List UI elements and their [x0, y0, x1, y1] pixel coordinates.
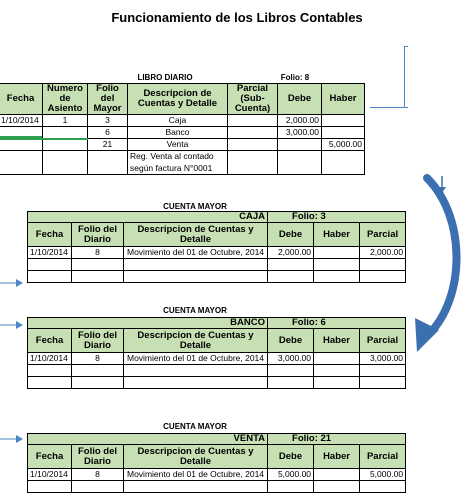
- col-parcial: Parcial: [360, 329, 406, 353]
- cell-folio: 6: [88, 127, 128, 139]
- cell-debe: 2,000.00: [278, 115, 322, 127]
- col-folio-diario: Folio del Diario: [72, 223, 124, 247]
- cell-fecha: [0, 139, 43, 151]
- table-row: [28, 469, 406, 481]
- cell-debe: [278, 139, 322, 151]
- cell-haber: [322, 151, 365, 163]
- flow-arrow: [395, 168, 474, 358]
- table-row: [0, 151, 365, 163]
- cell-asiento: [43, 163, 88, 175]
- cell-folio: 3: [88, 115, 128, 127]
- account-folio: Folio: 3: [268, 212, 406, 223]
- cell-haber: [322, 163, 365, 175]
- account-folio: Folio: 21: [268, 434, 406, 445]
- col-descripcion: Descripcion de Cuentas y Detalle: [124, 445, 268, 469]
- libro-diario-caption: LIBRO DIARIO: [137, 73, 193, 82]
- account-name: VENTA: [28, 434, 268, 445]
- cell-debe: [278, 163, 322, 175]
- table-row: [28, 247, 406, 259]
- col-folio-mayor: Folio del Mayor: [88, 84, 128, 115]
- cell-folio: [88, 163, 128, 175]
- cell-parcial: 5,000.00: [360, 469, 406, 481]
- cell-parcial: 3,000.00: [360, 353, 406, 365]
- cell-folio: 8: [72, 353, 124, 365]
- mayor-banco-table: [27, 317, 406, 389]
- libro-diario-folio: Folio: 8: [280, 73, 310, 82]
- cell-asiento: [43, 139, 88, 151]
- col-descripcion: Descripcion de Cuentas y Detalle: [124, 223, 268, 247]
- libro-diario-table: [0, 83, 365, 175]
- cell-fecha: 1/10/2014: [0, 115, 43, 127]
- cell-parcial: [228, 151, 278, 163]
- cell-parcial: [228, 127, 278, 139]
- col-haber: Haber: [314, 223, 360, 247]
- table-row: [28, 377, 406, 389]
- cell-debe: [278, 151, 322, 163]
- cell-debe: 2,000.00: [268, 247, 314, 259]
- cell-fecha: 1/10/2014: [28, 353, 72, 365]
- cell-folio: 21: [88, 139, 128, 151]
- table-row: [0, 163, 365, 175]
- cell-debe: 5,000.00: [268, 469, 314, 481]
- cell-descripcion: Movimiento del 01 de Octubre, 2014: [124, 353, 268, 365]
- account-folio: Folio: 6: [268, 318, 406, 329]
- table-row: [28, 259, 406, 271]
- small-arrow-icon: [436, 176, 448, 194]
- cell-folio: 8: [72, 247, 124, 259]
- connector-line: [370, 107, 405, 108]
- cell-haber: [322, 115, 365, 127]
- table-row: [0, 127, 365, 139]
- cell-parcial: [228, 115, 278, 127]
- cell-debe: 3,000.00: [278, 127, 322, 139]
- cell-parcial: [228, 163, 278, 175]
- cell-haber: [322, 127, 365, 139]
- col-parcial: Parcial (Sub-Cuenta): [228, 84, 278, 115]
- cell-descripcion: Venta: [128, 139, 228, 151]
- connector-bracket: [404, 46, 408, 108]
- cell-descripcion: Movimiento del 01 de Octubre, 2014: [124, 469, 268, 481]
- table-row: [28, 481, 406, 493]
- table-row: [0, 139, 365, 151]
- cell-debe: 3,000.00: [268, 353, 314, 365]
- cell-folio: 8: [72, 469, 124, 481]
- cell-descripcion: según factura N°0001: [128, 163, 228, 175]
- page-title: Funcionamiento de los Libros Contables: [111, 10, 363, 25]
- cell-descripcion: Reg. Venta al contado: [128, 151, 228, 163]
- col-fecha: Fecha: [28, 223, 72, 247]
- col-folio-diario: Folio del Diario: [72, 445, 124, 469]
- table-row: [28, 365, 406, 377]
- col-debe: Debe: [278, 84, 322, 115]
- cell-descripcion: Caja: [128, 115, 228, 127]
- cell-haber: [314, 353, 360, 365]
- mayor-caja-caption: CUENTA MAYOR: [163, 202, 227, 211]
- cell-haber: [314, 247, 360, 259]
- col-debe: Debe: [268, 445, 314, 469]
- table-row: [28, 271, 406, 283]
- col-parcial: Parcial: [360, 445, 406, 469]
- cell-folio: [88, 151, 128, 163]
- col-haber: Haber: [314, 329, 360, 353]
- cell-haber: [314, 469, 360, 481]
- col-folio-diario: Folio del Diario: [72, 329, 124, 353]
- col-haber: Haber: [322, 84, 365, 115]
- cell-asiento: 1: [43, 115, 88, 127]
- col-parcial: Parcial: [360, 223, 406, 247]
- cell-fecha: 1/10/2014: [28, 247, 72, 259]
- col-fecha: Fecha: [28, 445, 72, 469]
- cell-parcial: 2,000.00: [360, 247, 406, 259]
- arrow-right-icon: [0, 278, 24, 288]
- col-debe: Debe: [268, 329, 314, 353]
- account-name: CAJA: [28, 212, 268, 223]
- cell-parcial: [228, 139, 278, 151]
- cell-asiento: [43, 127, 88, 139]
- col-fecha: Fecha: [0, 84, 43, 115]
- mayor-caja-table: [27, 211, 406, 283]
- cell-descripcion: Banco: [128, 127, 228, 139]
- col-debe: Debe: [268, 223, 314, 247]
- col-numero-asiento: Numero de Asiento: [43, 84, 88, 115]
- col-descripcion: Descripcion de Cuentas y Detalle: [128, 84, 228, 115]
- cell-haber: 5,000.00: [322, 139, 365, 151]
- mayor-banco-caption: CUENTA MAYOR: [163, 306, 227, 315]
- mayor-venta-caption: CUENTA MAYOR: [163, 422, 227, 431]
- table-row: [28, 353, 406, 365]
- account-name: BANCO: [28, 318, 268, 329]
- mayor-venta-table: [27, 433, 406, 493]
- cell-descripcion: Movimiento del 01 de Octubre, 2014: [124, 247, 268, 259]
- arrow-right-icon: [0, 320, 24, 330]
- cell-asiento: [43, 151, 88, 163]
- col-haber: Haber: [314, 445, 360, 469]
- cell-fecha: [0, 151, 43, 163]
- green-link-line: [0, 136, 42, 138]
- cell-fecha: 1/10/2014: [28, 469, 72, 481]
- arrow-right-icon: [0, 434, 24, 444]
- cell-fecha: [0, 163, 43, 175]
- col-fecha: Fecha: [28, 329, 72, 353]
- table-row: [0, 115, 365, 127]
- col-descripcion: Descripcion de Cuentas y Detalle: [124, 329, 268, 353]
